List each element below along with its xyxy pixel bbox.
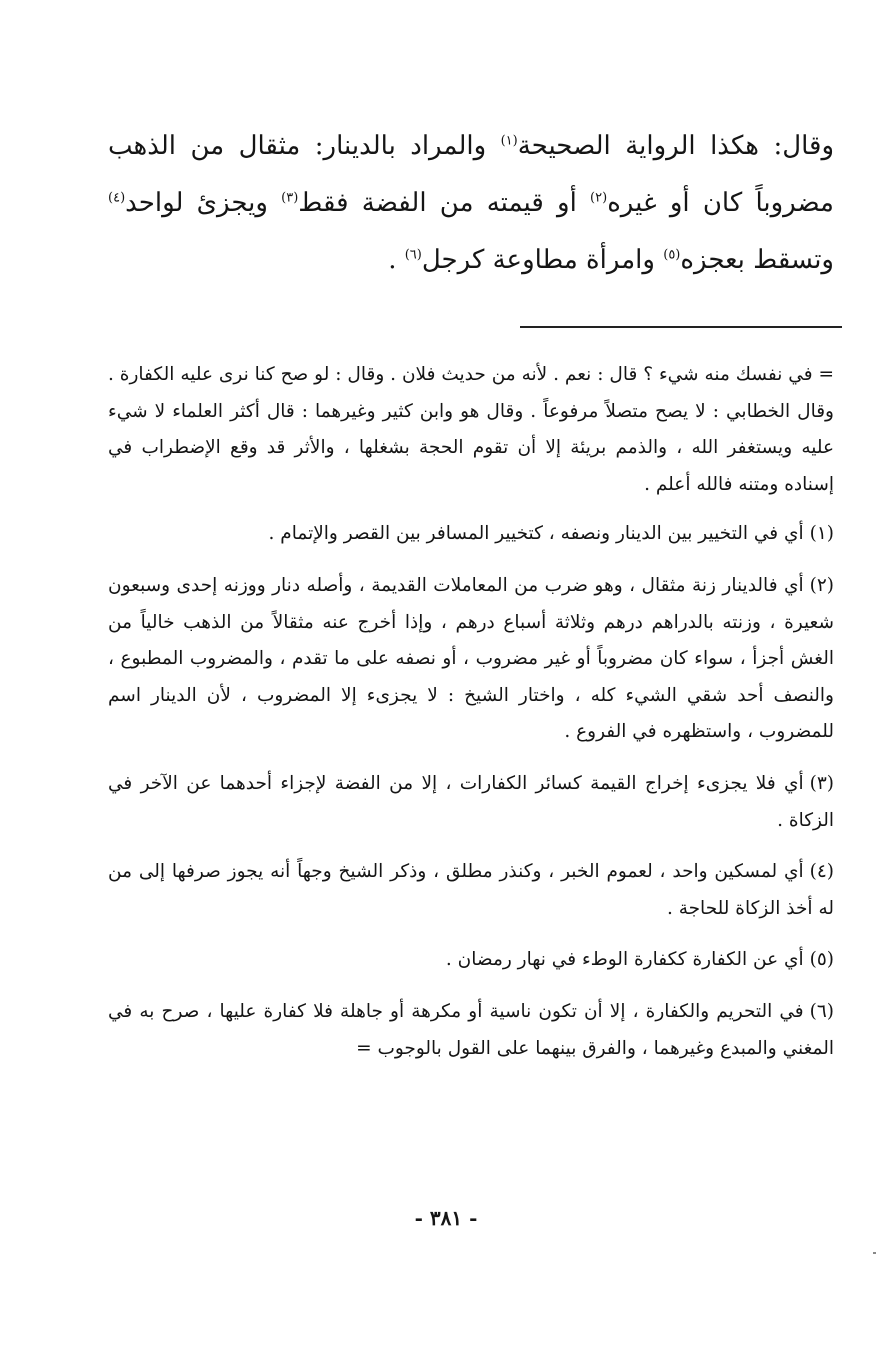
- footnote-number: (٦): [809, 1000, 834, 1022]
- footnote-text: في التحريم والكفارة ، إلا أن تكون ناسية أو مكرهة أو جاهلة فلا كفارة عليها ، صرح به في المغني والمبدع وغيرهما ، والفرق بينهما على القول بالوجوب =: [108, 1000, 834, 1059]
- page-number: - ٣٨١ -: [414, 1206, 478, 1230]
- main-text-segment: وامرأة مطاوعة كرجل: [421, 245, 664, 275]
- footnote-marker: (٥): [663, 247, 681, 263]
- footnote-text: أي عن الكفارة ككفارة الوطء في نهار رمضان .: [445, 949, 804, 971]
- main-paragraph: [108, 118, 834, 289]
- footnote-number: (١): [809, 523, 834, 545]
- scan-speck: [873, 1252, 876, 1254]
- main-text-segment: أو قيمته من الفضة فقط: [298, 188, 591, 218]
- footnote-number: (٢): [809, 574, 834, 596]
- footnote-text: أي فالدينار زنة مثقال ، وهو ضرب من المعاملات القديمة ، وأصله دنار ووزنه إحدى وسبعون شعيرة ، وزنته بالدراهم درهم وثلاثة أسباع درهم ، وإذا أخرج عنه مثقالاً من الذهب خالياً من الغش أجزأ ، سواء كان مضروباً أو غير مضروب ، أو نصفه على ما تقدم ، والمضروب المطبوع ، والنصف أحد شقي الشيء كله ، واختار الشيخ : لا يجزىء إلا المضروب ، لأن الدينار اسم للمضروب ، واستظهره في الفروع .: [108, 574, 834, 743]
- footnote-item: [108, 516, 834, 553]
- footnote-item: [108, 994, 834, 1067]
- footnote-item: [108, 854, 834, 927]
- footnote-number: (٤): [809, 861, 834, 883]
- footnote-text: أي في التخيير بين الدينار ونصفه ، كتخيير المسافر بين القصر والإتمام .: [268, 523, 804, 545]
- main-text-segment: والمراد بالدينار: مثقال من الذهب مضروباً كان أو غيره: [108, 131, 834, 218]
- main-text-segment: وتسقط بعجزه: [680, 245, 834, 275]
- footnote-item: [108, 942, 834, 979]
- footnote-item: [108, 766, 834, 839]
- footnote-continuation: = في نفسك منه شيء ؟ قال : نعم . لأنه من حديث فلان . وقال : لو صح كنا نرى عليه الكفارة . وقال الخطابي : لا يصح متصلاً مرفوعاً . وقال هو وابن كثير وغيرهما : قال أكثر العلماء لا شيء عليه ويستغفر الله ، والذمم بريئة إلا أن تقوم الحجة بشغلها ، والأثر قد وقع الإضطراب في إسناده ومتنه فالله أعلم .: [108, 364, 834, 495]
- footnote-text: أي لمسكين واحد ، لعموم الخبر ، وكنذر مطلق ، وذكر الشيخ وجهاً أنه يجوز صرفها إلى من له أخذ الزكاة للحاجة .: [108, 861, 834, 919]
- footnote-text: أي فلا يجزىء إخراج القيمة كسائر الكفارات ، إلا من الفضة لإجزاء أحدهما عن الآخر في الزكاة .: [108, 772, 834, 831]
- footnotes: [108, 357, 834, 1082]
- footnote-number: (٣): [809, 772, 834, 794]
- main-text-segment: .: [388, 245, 405, 275]
- footnote-separator-rule: [520, 326, 842, 328]
- footnote-item: [108, 568, 834, 751]
- footnote-marker: (٤): [108, 190, 126, 206]
- footnote-marker: (٦): [404, 247, 422, 263]
- footnote-marker: (٣): [281, 190, 299, 206]
- main-text: [108, 118, 834, 289]
- main-text-segment: وقال: هكذا الرواية الصحيحة: [517, 131, 834, 161]
- main-text-segment: ويجزئ لواحد: [125, 188, 282, 218]
- footnote-number: (٥): [809, 949, 834, 971]
- footnote-marker: (٢): [590, 190, 608, 206]
- footnote-marker: (١): [500, 133, 518, 149]
